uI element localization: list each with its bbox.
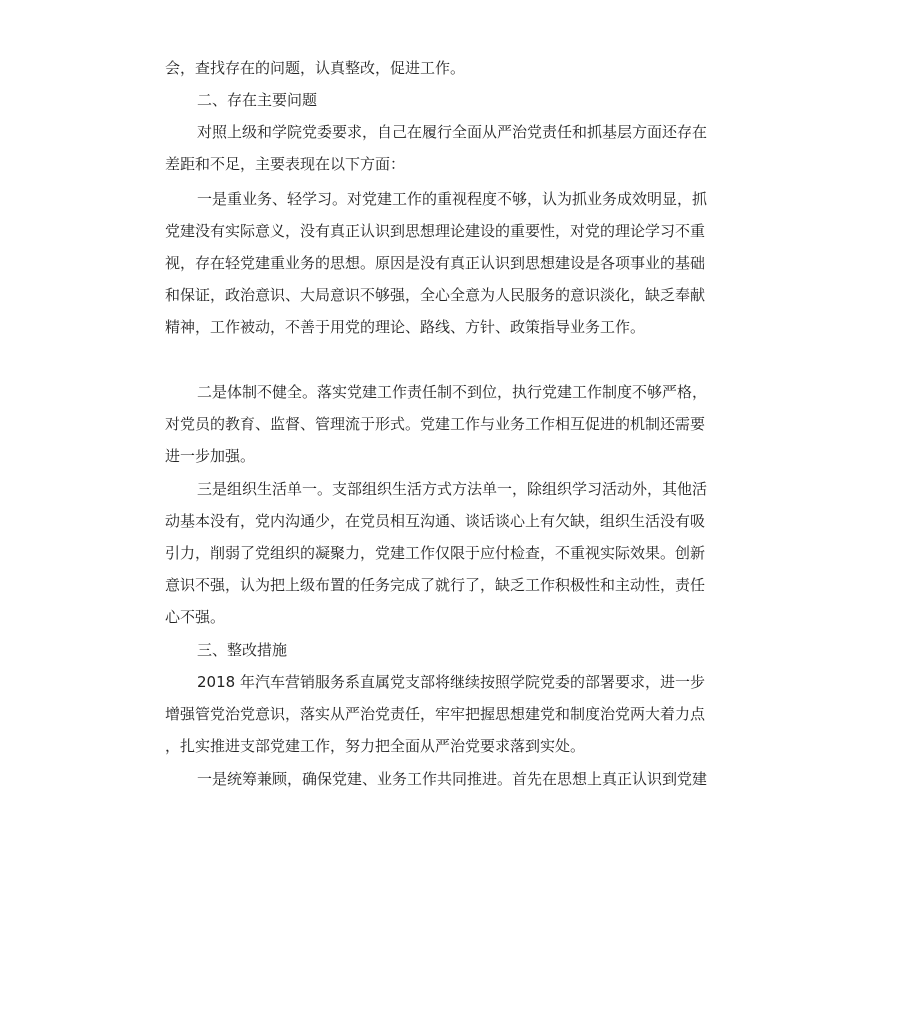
line-10-text: 二是体制不健全。落实党建工作责任制不到位，执行党建工作制度不够严格， [197, 383, 708, 401]
line-1-text: 会，查找存在的问题，认真整改，促进工作。 [165, 59, 466, 77]
line-7-text: 视，存在轻党建重业务的思想。原因是没有真正认识到思想建设是各项事业的基础 [165, 254, 706, 272]
line-21-text: ，扎实推进支部党建工作，努力把全面从严治党要求落到实处。 [165, 737, 586, 755]
line-22-text: 一是统筹兼顾，确保党建、业务工作共同推进。首先在思想上真正认识到党建 [197, 770, 708, 788]
text-line-4 [0, 148, 920, 180]
line-5-text: 一是重业务、轻学习。对党建工作的重视程度不够，认为抓业务成效明显，抓 [197, 190, 708, 208]
text-line-11 [0, 408, 920, 440]
line-20-text: 增强管党治党意识，落实从严治党责任，牢牢把握思想建党和制度治党两大着力点 [165, 705, 706, 723]
text-line-21 [0, 730, 920, 762]
text-line-22 [0, 763, 920, 795]
section-heading-3 [0, 634, 920, 666]
line-6-text: 党建没有实际意义，没有真正认识到思想理论建设的重要性，对党的理论学习不重 [165, 222, 706, 240]
line-8-text: 和保证，政治意识、大局意识不够强，全心全意为人民服务的意识淡化，缺乏奉献 [165, 286, 706, 304]
heading-rectification-measures: 三、整改措施 [197, 641, 288, 659]
text-line-15 [0, 537, 920, 569]
text-line-17 [0, 601, 920, 633]
line-4-text: 差距和不足，主要表现在以下方面： [165, 155, 406, 173]
line-17-text: 心不强。 [165, 608, 226, 626]
line-11-text: 对党员的教育、监督、管理流于形式。党建工作与业务工作相互促进的机制还需要 [165, 415, 706, 433]
text-line-12 [0, 440, 920, 472]
text-line-6 [0, 215, 920, 247]
text-line-5 [0, 183, 920, 215]
line-12-text: 进一步加强。 [165, 447, 256, 465]
line-3-text: 对照上级和学院党委要求，自己在履行全面从严治党责任和抓基层方面还存在 [197, 123, 708, 141]
text-line-8 [0, 279, 920, 311]
text-line-7 [0, 247, 920, 279]
line-16-text: 意识不强，认为把上级布置的任务完成了就行了，缺乏工作积极性和主动性，责任 [165, 576, 706, 594]
text-line-20 [0, 698, 920, 730]
line-13-text: 三是组织生活单一。支部组织生活方式方法单一，除组织学习活动外，其他活 [197, 480, 708, 498]
text-line-19 [0, 666, 920, 698]
text-line-13 [0, 473, 920, 505]
line-15-text: 引力，削弱了党组织的凝聚力，党建工作仅限于应付检查，不重视实际效果。创新 [165, 544, 706, 562]
text-line-3 [0, 116, 920, 148]
text-line-9 [0, 311, 920, 343]
heading-existing-problems: 二、存在主要问题 [197, 91, 318, 109]
line-19-text: 2018 年汽车营销服务系直属党支部将继续按照学院党委的部署要求，进一步 [197, 673, 705, 691]
line-9-text: 精神，工作被动，不善于用党的理论、路线、方针、政策指导业务工作。 [165, 318, 646, 336]
text-line-14 [0, 505, 920, 537]
text-line-1 [0, 52, 920, 84]
line-14-text: 动基本没有，党内沟通少，在党员相互沟通、谈话谈心上有欠缺，组织生活没有吸 [165, 512, 706, 530]
section-heading-2 [0, 84, 920, 116]
text-line-10 [0, 376, 920, 408]
text-line-16 [0, 569, 920, 601]
